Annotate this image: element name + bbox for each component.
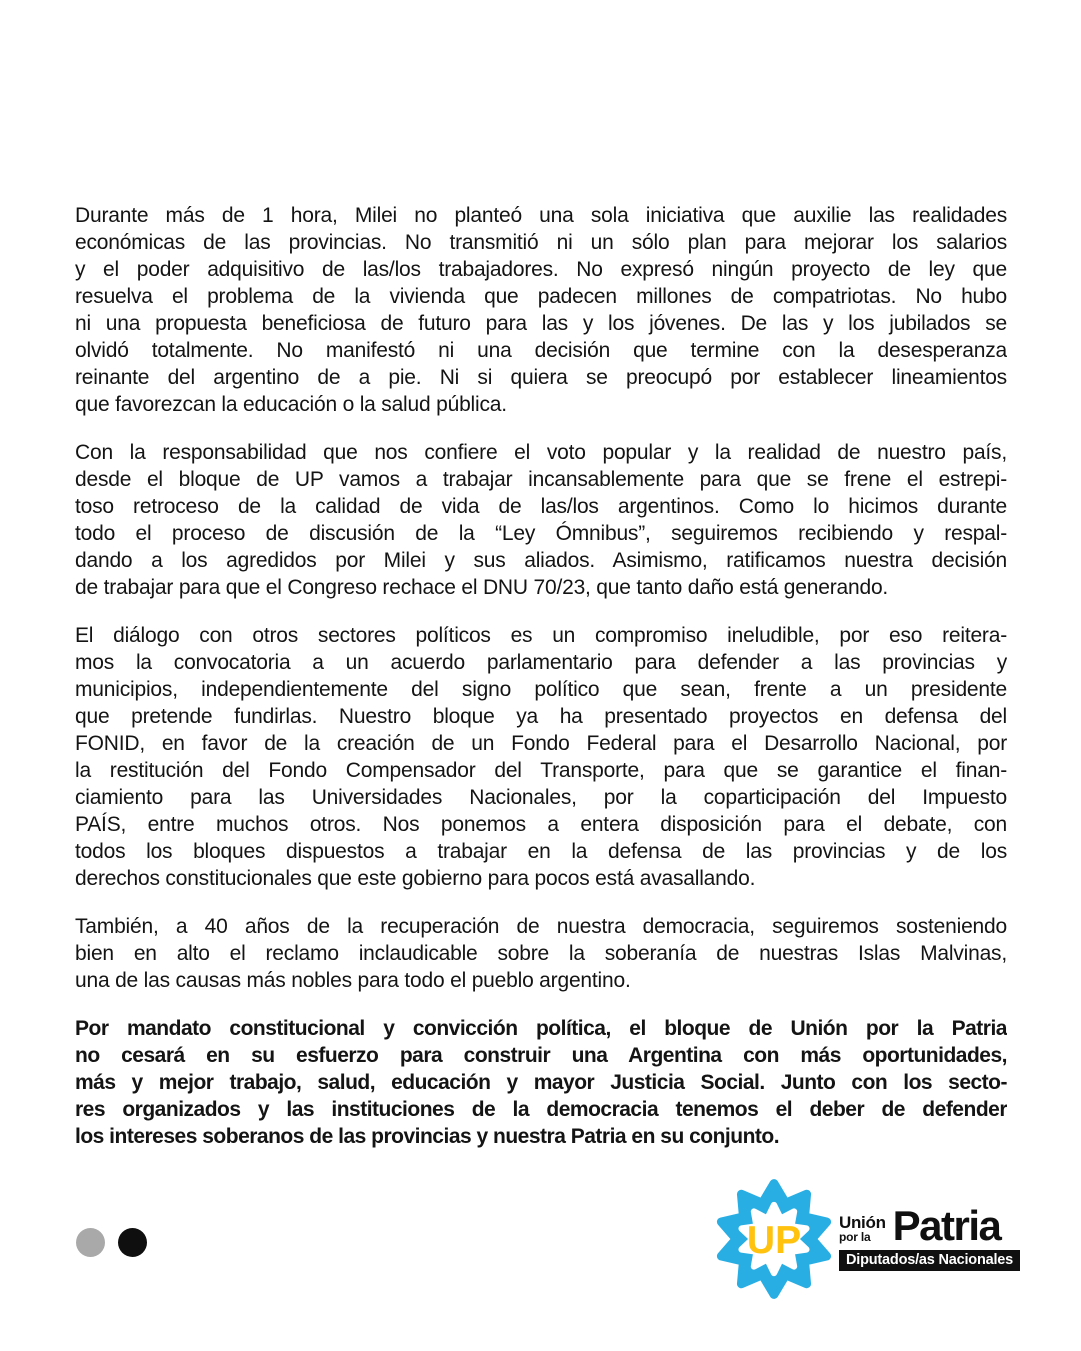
text-line: dando a los agredidos por Milei y sus aliados. Asimismo, ratificamos nuestra decisión	[75, 549, 1007, 572]
text-line: municipios, independientemente del signo político que sean, frente a un presidente	[75, 678, 1007, 701]
text-line: Con la responsabilidad que nos confiere el voto popular y la realidad de nuestro país,	[75, 441, 1007, 464]
carousel-dot-2[interactable]	[118, 1228, 147, 1257]
text-line: que pretende fundirlas. Nuestro bloque ya ha presentado proyectos en defensa del	[75, 705, 1007, 728]
text-line: de trabajar para que el Congreso rechace el DNU 70/23, que tanto daño está generando.	[75, 576, 889, 599]
text-line: una de las causas más nobles para todo el pueblo argentino.	[75, 969, 631, 992]
text-line: olvidó totalmente. No manifestó ni una decisión que termine con la desesperanza	[75, 339, 1007, 362]
statement-text	[75, 202, 1007, 1171]
text-line: que favorezcan la educación o la salud pública.	[75, 393, 507, 416]
paragraph-2	[75, 439, 1007, 601]
text-line: todo el proceso de discusión de la “Ley Ómnibus”, seguiremos recibiendo y respal-	[75, 522, 1007, 545]
text-line: Por mandato constitucional y convicción política, el bloque de Unión por la Patria	[75, 1017, 1007, 1040]
text-line: mos la convocatoria a un acuerdo parlamentario para defender a las provincias y	[75, 651, 1007, 674]
text-line: los intereses soberanos de las provincias y nuestra Patria en su conjunto.	[75, 1125, 780, 1148]
text-line: El diálogo con otros sectores políticos es un compromiso ineludible, por eso reitera-	[75, 624, 1007, 647]
text-line: económicas de las provincias. No transmitió ni un sólo plan para mejorar los salarios	[75, 231, 1007, 254]
text-line: derechos constitucionales que este gobierno para pocos está avasallando.	[75, 867, 756, 890]
text-line: y el poder adquisitivo de las/los trabajadores. No expresó ningún proyecto de ley que	[75, 258, 1007, 281]
text-line: resuelva el problema de la vivienda que padecen millones de compatriotas. No hubo	[75, 285, 1007, 308]
logo-name-main: Patria	[892, 1202, 1001, 1249]
up-logo	[711, 1176, 1020, 1302]
text-line: no cesará en su esfuerzo para construir una Argentina con más oportunidades,	[75, 1044, 1007, 1067]
text-line: También, a 40 años de la recuperación de nuestra democracia, seguiremos sosteniendo	[75, 915, 1007, 938]
paragraph-5	[75, 1015, 1007, 1150]
text-line: toso retroceso de la calidad de vida de las/los argentinos. Como lo hicimos durante	[75, 495, 1007, 518]
logo-wordmark	[839, 1202, 1020, 1271]
paragraph-4	[75, 913, 1007, 994]
text-line: Durante más de 1 hora, Milei no planteó una sola iniciativa que auxilie las realidades	[75, 204, 1007, 227]
text-line: FONID, en favor de la creación de un Fondo Federal para el Desarrollo Nacional, por	[75, 732, 1007, 755]
text-line: reinante del argentino de a pie. Ni si quiera se preocupó por establecer lineamientos	[75, 366, 1007, 389]
logo-name-line1: Unión	[839, 1213, 886, 1232]
up-monogram: UP	[746, 1218, 802, 1262]
carousel-dot-1[interactable]	[76, 1228, 105, 1257]
text-line: la restitución del Fondo Compensador del Transporte, para que se garantice el finan-	[75, 759, 1007, 782]
logo-name-small	[839, 1214, 886, 1243]
text-line: ni una propuesta beneficiosa de futuro para las y los jóvenes. De las y los jubilados se	[75, 312, 1007, 335]
text-line: PAÍS, entre muchos otros. Nos ponemos a entera disposición para el debate, con	[75, 813, 1007, 836]
logo-badge: Diputados/as Nacionales	[839, 1250, 1020, 1271]
text-line: res organizados y las instituciones de la democracia tenemos el deber de defender	[75, 1098, 1007, 1121]
logo-name-line2: por la	[839, 1230, 871, 1244]
carousel-pagination	[76, 1228, 147, 1257]
text-line: desde el bloque de UP vamos a trabajar incansablemente para que se frene el estrepi-	[75, 468, 1007, 491]
logo-name-row	[839, 1202, 1020, 1249]
text-line: ciamiento para las Universidades Nacionales, por la coparticipación del Impuesto	[75, 786, 1007, 809]
up-sun-icon	[711, 1176, 837, 1302]
text-line: bien en alto el reclamo inclaudicable sobre la soberanía de nuestras Islas Malvinas,	[75, 942, 1007, 965]
paragraph-3	[75, 622, 1007, 892]
text-line: más y mejor trabajo, salud, educación y mayor Justicia Social. Junto con los secto-	[75, 1071, 1007, 1094]
text-line: todos los bloques dispuestos a trabajar en la defensa de las provincias y de los	[75, 840, 1007, 863]
paragraph-1	[75, 202, 1007, 418]
